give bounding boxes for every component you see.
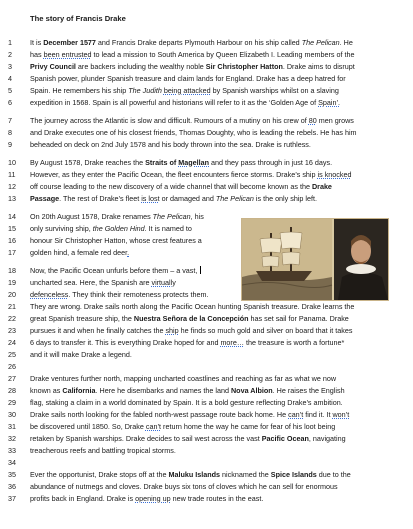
line-text	[30, 313, 349, 324]
text-segment: been entrusted	[43, 50, 92, 59]
text-segment: . It is named to	[144, 224, 192, 233]
line-number: 33	[8, 446, 16, 455]
text-line	[0, 325, 413, 336]
line-number: 36	[8, 482, 16, 491]
line-number: 14	[8, 212, 16, 221]
text-segment: or damaged and	[159, 194, 216, 203]
line-text	[30, 385, 345, 396]
text-segment: Nuestra Señora de la Concepción	[133, 314, 249, 323]
text-segment: has set sail for Panama. Drake	[248, 314, 349, 323]
text-line	[0, 397, 413, 408]
text-segment: . They think their remoteness protects them.	[68, 290, 209, 299]
text-segment: The Pelican	[215, 194, 254, 203]
line-number: 24	[8, 338, 16, 347]
text-segment: due to the	[316, 470, 351, 479]
text-segment: Drake	[311, 182, 332, 191]
line-text	[30, 169, 351, 180]
text-segment: 80	[308, 116, 317, 125]
line-text	[30, 421, 335, 432]
text-segment: December 1577	[43, 38, 96, 47]
text-segment: find it. It	[303, 410, 333, 419]
text-segment: California	[62, 386, 96, 395]
text-line	[0, 385, 413, 396]
line-text	[30, 397, 343, 408]
line-text	[30, 115, 354, 126]
line-number: 29	[8, 398, 16, 407]
text-segment: and it will make Drake a legend.	[30, 350, 132, 359]
text-segment: . He raises the English	[272, 386, 345, 395]
text-segment: , navigating	[308, 434, 346, 443]
text-segment: the Golden Hind	[92, 224, 145, 233]
text-line	[0, 433, 413, 444]
line-text	[30, 493, 263, 504]
text-line	[0, 157, 413, 168]
line-number: 23	[8, 326, 16, 335]
line-text	[30, 445, 176, 456]
text-segment: , his	[190, 212, 204, 221]
text-line	[0, 169, 413, 180]
line-number: 27	[8, 374, 16, 383]
text-segment: and Francis Drake departs Plymouth Harbour on his ship called	[95, 38, 302, 47]
text-segment: retaken by Spanish warships. Drake decides to sail west across the vast	[30, 434, 262, 443]
text-line	[0, 37, 413, 48]
text-segment: Drake ventures further north, mapping uncharted coastlines and reaching as far as what we now	[30, 374, 337, 383]
text-line	[0, 421, 413, 432]
line-number: 4	[8, 74, 12, 83]
text-segment: be discovered until 1850. So, Drake	[30, 422, 146, 431]
text-line	[0, 193, 413, 204]
text-segment: virtually	[151, 278, 176, 287]
text-segment: men grows	[316, 116, 354, 125]
text-segment: and they pass through in just 16 days.	[209, 158, 333, 167]
line-number: 3	[8, 62, 12, 71]
text-segment: nicknamed the	[220, 470, 271, 479]
line-text	[30, 277, 176, 288]
text-segment: is the only ship left.	[253, 194, 318, 203]
line-number: 30	[8, 410, 16, 419]
line-text	[30, 85, 339, 96]
text-line	[0, 139, 413, 150]
line-number: 11	[8, 170, 16, 179]
text-segment: abundance of nutmegs and cloves. Drake buys six tons of cloves which he can sell for enormous	[30, 482, 338, 491]
text-segment: to lead a mission to South America by Queen Elizabeth I. Leading members of the	[91, 50, 355, 59]
text-segment: is knocked	[317, 170, 352, 179]
text-segment: treacherous reefs and battling tropical storms.	[30, 446, 176, 455]
text-segment: . The rest of Drake’s fleet	[59, 194, 142, 203]
line-text	[30, 325, 352, 336]
line-number: 13	[8, 194, 16, 203]
text-segment: They are wrong. Drake sails north along the Pacific Ocean hunting Spanish treasure. Drake learns the	[30, 302, 355, 311]
line-number: 5	[8, 86, 12, 95]
text-segment: more…	[220, 338, 245, 347]
text-segment: are backers including the wealthy noble	[75, 62, 206, 71]
line-number: 8	[8, 128, 12, 137]
text-segment: flag, staking a claim in a world dominated by Spain. It is a bold gesture reflecting Drake’s ambition.	[30, 398, 343, 407]
line-text	[30, 337, 344, 348]
line-number: 16	[8, 236, 16, 245]
text-segment: . Here he disembarks and names the land	[95, 386, 231, 395]
line-number: 10	[8, 158, 16, 167]
line-number: 18	[8, 266, 16, 275]
text-segment: has	[30, 50, 44, 59]
text-segment: being attacked	[163, 86, 211, 95]
line-text	[30, 265, 201, 276]
text-segment: . Drake aims to disrupt	[282, 62, 355, 71]
text-segment: . He	[339, 38, 353, 47]
line-number: 28	[8, 386, 16, 395]
text-segment: Magellan	[178, 158, 209, 167]
text-segment: Spanish power, plunder Spanish treasure and claim lands for England. Drake has a deep hatred for	[30, 74, 346, 83]
line-text	[30, 37, 353, 48]
text-line	[0, 97, 413, 108]
line-number: 26	[8, 362, 16, 371]
line-text	[30, 301, 354, 312]
line-text	[30, 181, 332, 192]
line-number: 35	[8, 470, 16, 479]
text-line	[0, 493, 413, 504]
text-segment: Spain’.	[318, 98, 341, 107]
line-text	[30, 139, 311, 150]
text-segment: It is	[30, 38, 44, 47]
text-segment: Sir Christopher Hatton	[205, 62, 283, 71]
text-segment: can’t	[145, 422, 162, 431]
text-segment: return home the way he came for fear of his loot being	[161, 422, 336, 431]
text-segment: pursues it and when he finally catches the	[30, 326, 166, 335]
line-number: 17	[8, 248, 16, 257]
text-segment: only surviving ship,	[30, 224, 93, 233]
line-text	[30, 97, 340, 108]
text-line	[0, 73, 413, 84]
line-number: 12	[8, 182, 16, 191]
line-number: 1	[8, 38, 12, 47]
text-segment: the treasure is worth a fortune*	[244, 338, 345, 347]
line-text	[30, 373, 336, 384]
text-segment: Straits of	[145, 158, 179, 167]
text-segment: he finds so much gold and silver on board that it takes	[178, 326, 353, 335]
text-line	[0, 337, 413, 348]
text-segment: expedition in 1568. Spain is all powerful and historians will refer to it as the ‘Golden Age of	[30, 98, 319, 107]
text-segment: opening up	[135, 494, 171, 503]
text-segment: profits back in England. Drake is	[30, 494, 136, 503]
text-line	[0, 301, 413, 312]
line-text	[30, 481, 338, 492]
text-segment: great Spanish treasure ship, the	[30, 314, 134, 323]
text-segment: The Pelican	[301, 38, 340, 47]
line-text	[30, 73, 346, 84]
line-number: 34	[8, 458, 16, 467]
text-segment: Spain. He remembers his ship	[30, 86, 129, 95]
text-line	[0, 469, 413, 480]
text-segment: Ever the opportunist, Drake stops off at the	[30, 470, 169, 479]
text-segment: uncharted sea. Here, the Spanish are	[30, 278, 152, 287]
text-segment: honour Sir Christopher Hatton, whose crest features a	[30, 236, 202, 245]
text-segment: and Drake executes one of his closest friends, Thomas Doughty, who is leading the rebels. He has him	[30, 128, 357, 137]
text-line	[0, 49, 413, 60]
line-text	[30, 409, 349, 420]
text-segment: Passage	[30, 194, 60, 203]
line-number: 2	[8, 50, 12, 59]
text-line	[0, 115, 413, 126]
line-text	[30, 223, 192, 234]
text-line	[0, 361, 413, 372]
line-text	[30, 247, 129, 258]
line-number: 37	[8, 494, 16, 503]
line-number: 20	[8, 290, 16, 299]
text-segment: The Judith	[128, 86, 162, 95]
text-segment: Pacific Ocean	[261, 434, 309, 443]
text-line	[0, 181, 413, 192]
text-line	[0, 373, 413, 384]
line-text	[30, 61, 355, 72]
text-line	[0, 61, 413, 72]
text-line	[0, 85, 413, 96]
text-segment: Drake sails north looking for the fabled north-west passage route back home. He	[30, 410, 289, 419]
line-number: 21	[8, 302, 16, 311]
text-segment: Spice Islands	[270, 470, 317, 479]
text-line	[0, 127, 413, 138]
text-segment: However, as they enter the Pacific Ocean, the fleet encounters fierce storms. Drake’s ship	[30, 170, 318, 179]
text-segment: golden hind, a female red deer	[30, 248, 128, 257]
line-number: 31	[8, 422, 16, 431]
text-segment: defenceless	[30, 290, 69, 299]
line-number: 6	[8, 98, 12, 107]
text-segment: Now, the Pacific Ocean unfurls before them – a vast,	[30, 266, 200, 275]
line-number: 7	[8, 116, 12, 125]
document-title: The story of Francis Drake	[30, 14, 126, 23]
text-segment: beheaded on deck on 2nd July 1578 and his body thrown into the sea. Drake is ruthless.	[30, 140, 311, 149]
text-cursor	[200, 266, 201, 274]
line-number: 15	[8, 224, 16, 233]
line-number: 19	[8, 278, 16, 287]
text-line	[0, 313, 413, 324]
line-number: 25	[8, 350, 16, 359]
text-line	[0, 481, 413, 492]
line-text	[30, 289, 208, 300]
line-text	[30, 433, 346, 444]
text-segment: is lost	[141, 194, 160, 203]
text-segment: can’t	[288, 410, 304, 419]
text-segment: The Pelican	[152, 212, 191, 221]
line-text	[30, 49, 354, 60]
ship-and-portrait-image	[241, 218, 389, 301]
line-text	[30, 469, 351, 480]
text-segment: By August 1578, Drake reaches the	[30, 158, 146, 167]
text-segment: .	[127, 248, 130, 257]
text-segment: 6 days to transfer it. This is everything Drake hoped for and	[30, 338, 221, 347]
line-number: 22	[8, 314, 16, 323]
line-text	[30, 349, 132, 360]
text-line	[0, 409, 413, 420]
text-segment: ship	[165, 326, 179, 335]
text-line	[0, 445, 413, 456]
text-segment: new trade routes in the east.	[170, 494, 264, 503]
line-text	[30, 211, 204, 222]
text-segment: by Spanish warships whilst on a slaving	[210, 86, 339, 95]
line-text	[30, 235, 202, 246]
line-number: 32	[8, 434, 16, 443]
text-segment: won’t	[332, 410, 350, 419]
ship-and-portrait-illustration	[242, 219, 388, 300]
text-line	[0, 349, 413, 360]
text-segment: Privy Council	[30, 62, 76, 71]
text-segment: Nova Albion	[230, 386, 273, 395]
text-segment: On 20th August 1578, Drake renames	[30, 212, 153, 221]
line-text	[30, 157, 332, 168]
text-segment: Maluku Islands	[168, 470, 221, 479]
text-segment: The journey across the Atlantic is slow and difficult. Rumours of a mutiny on his crew of	[30, 116, 309, 125]
text-segment: known as	[30, 386, 63, 395]
text-segment: off course leading to the new discovery of a wide channel that will become known as the	[30, 182, 312, 191]
line-text	[30, 193, 317, 204]
line-text	[30, 127, 357, 138]
text-line	[0, 457, 413, 468]
line-number: 9	[8, 140, 12, 149]
